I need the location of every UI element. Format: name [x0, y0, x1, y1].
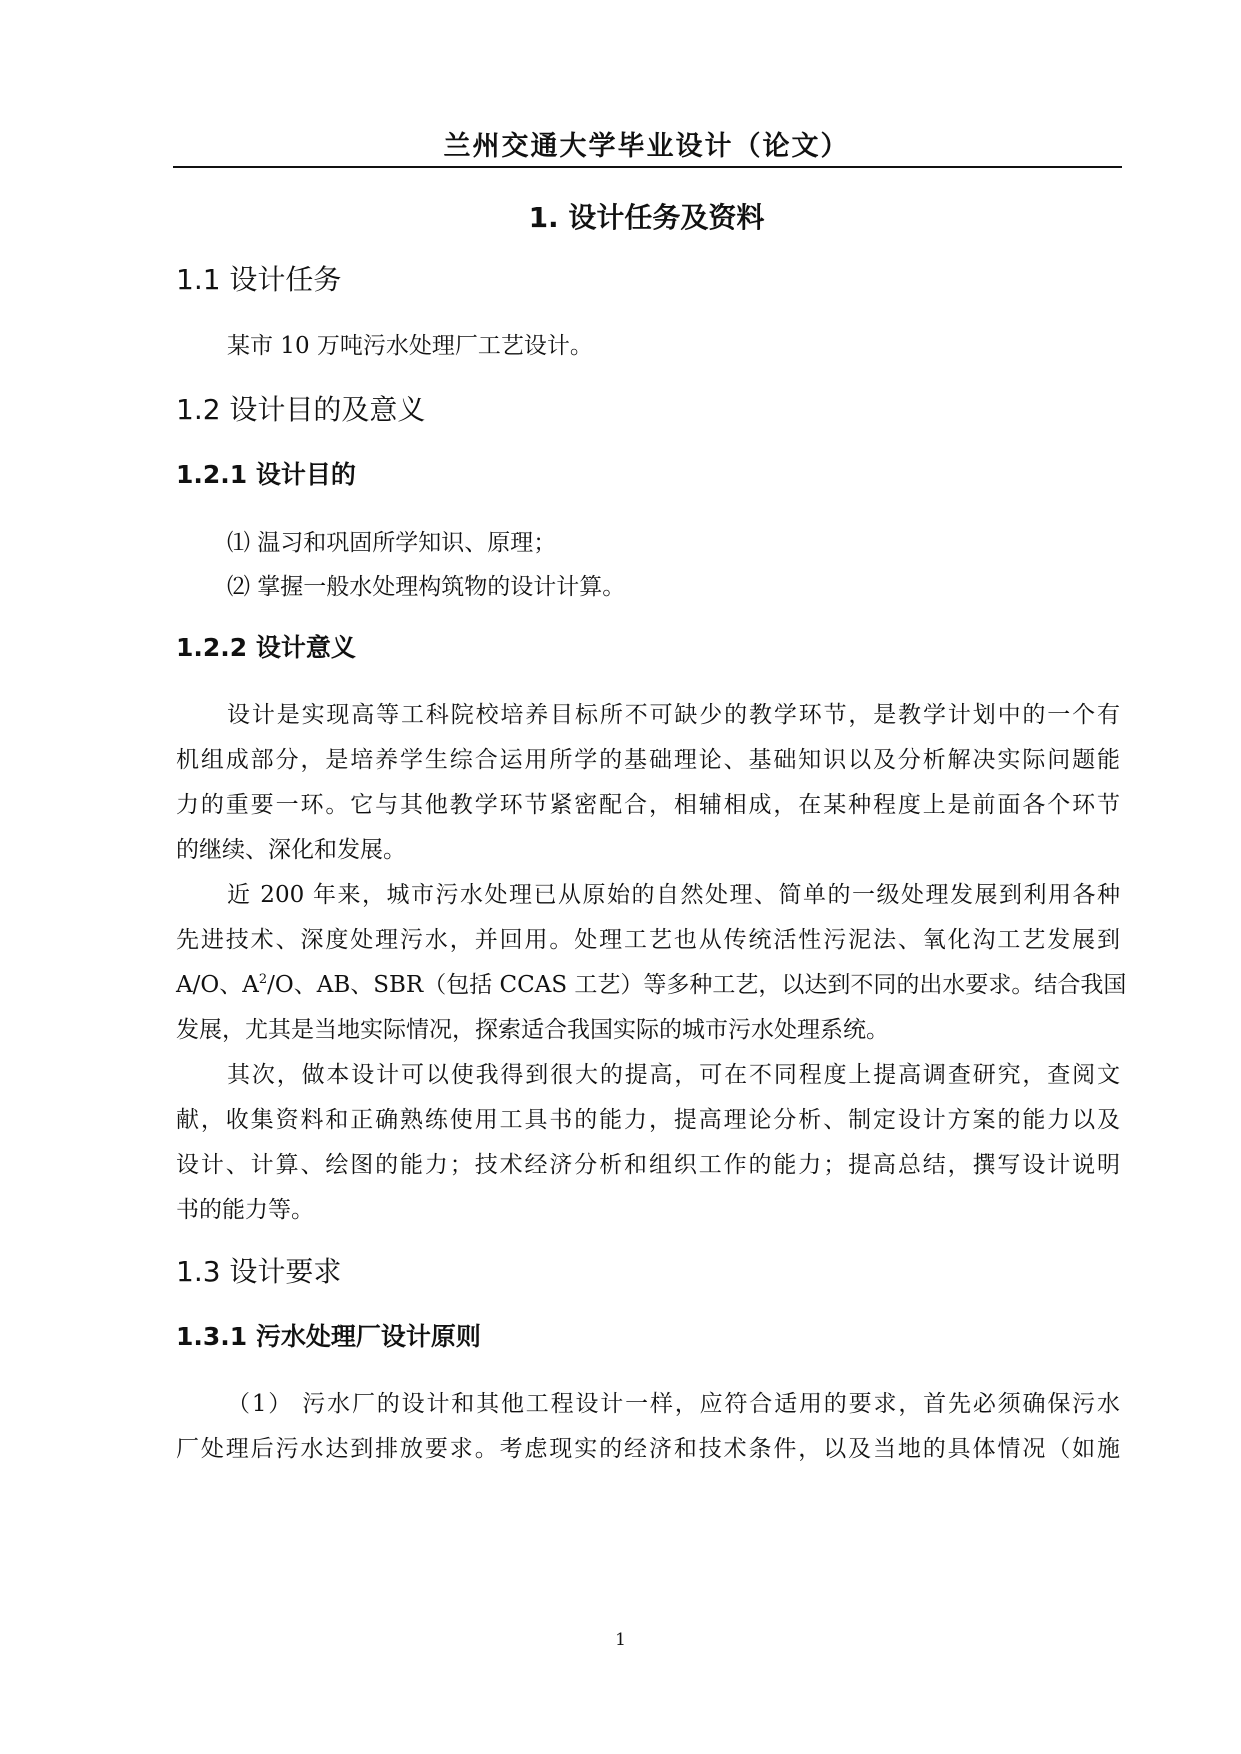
section-heading-1-2-1: 1.2.1 设计目的: [176, 460, 356, 489]
section-heading-1-2: 1.2 设计目的及意义: [176, 393, 426, 426]
paragraph-line: 厂处理后污水达到排放要求。考虑现实的经济和技术条件，以及当地的具体情况（如施: [176, 1436, 1120, 1462]
paragraph-line: [176, 966, 1127, 999]
paragraph-line: 先进技术、深度处理污水，并回用。处理工艺也从传统活性污泥法、氧化沟工艺发展到: [176, 927, 1120, 953]
section-1-1-text: 某市 10 万吨污水处理厂工艺设计。: [227, 333, 593, 359]
paragraph-line: 献，收集资料和正确熟练使用工具书的能力，提高理论分析、制定设计方案的能力以及: [176, 1107, 1120, 1133]
list-item: ⑵ 掌握一般水处理构筑物的设计计算。: [227, 574, 626, 600]
section-heading-1-1: 1.1 设计任务: [176, 263, 342, 296]
paragraph-line-end: /O、AB、SBR（包括 CCAS 工艺）等多种工艺，以达到不同的出水要求。结合我国: [267, 972, 1127, 998]
paragraph-line: 书的能力等。: [176, 1197, 314, 1223]
running-header: 兰州交通大学毕业设计（论文）: [443, 131, 850, 162]
section-heading-1-3-1: 1.3.1 污水处理厂设计原则: [176, 1322, 481, 1351]
paragraph-line: 机组成部分，是培养学生综合运用所学的基础理论、基础知识以及分析解决实际问题能: [176, 747, 1120, 773]
paragraph-line: 近 200 年来，城市污水处理已从原始的自然处理、简单的一级处理发展到利用各种: [227, 882, 1120, 908]
paragraph-line-start: A/O、A: [176, 972, 259, 998]
paragraph-line: 设计是实现高等工科院校培养目标所不可缺少的教学环节，是教学计划中的一个有: [227, 702, 1120, 728]
list-item: ⑴ 温习和巩固所学知识、原理；: [227, 530, 557, 556]
paragraph-line: 力的重要一环。它与其他教学环节紧密配合，相辅相成，在某种程度上是前面各个环节: [176, 792, 1120, 818]
superscript: 2: [258, 972, 268, 987]
paragraph-line: 发展，尤其是当地实际情况，探索适合我国实际的城市污水处理系统。: [176, 1017, 889, 1043]
section-heading-1-3: 1.3 设计要求: [176, 1255, 342, 1288]
paragraph-line: 设计、计算、绘图的能力；技术经济分析和组织工作的能力；提高总结，撰写设计说明: [176, 1152, 1120, 1178]
paragraph-line: （1） 污水厂的设计和其他工程设计一样，应符合适用的要求，首先必须确保污水: [227, 1391, 1120, 1417]
chapter-title: 1. 设计任务及资料: [528, 201, 765, 234]
paragraph-line: 的继续、深化和发展。: [176, 837, 406, 863]
page-number: 1: [615, 1630, 626, 1650]
paragraph-line: 其次，做本设计可以使我得到很大的提高，可在不同程度上提高调查研究，查阅文: [227, 1062, 1120, 1088]
section-heading-1-2-2: 1.2.2 设计意义: [176, 633, 356, 662]
header-rule: [173, 166, 1122, 168]
